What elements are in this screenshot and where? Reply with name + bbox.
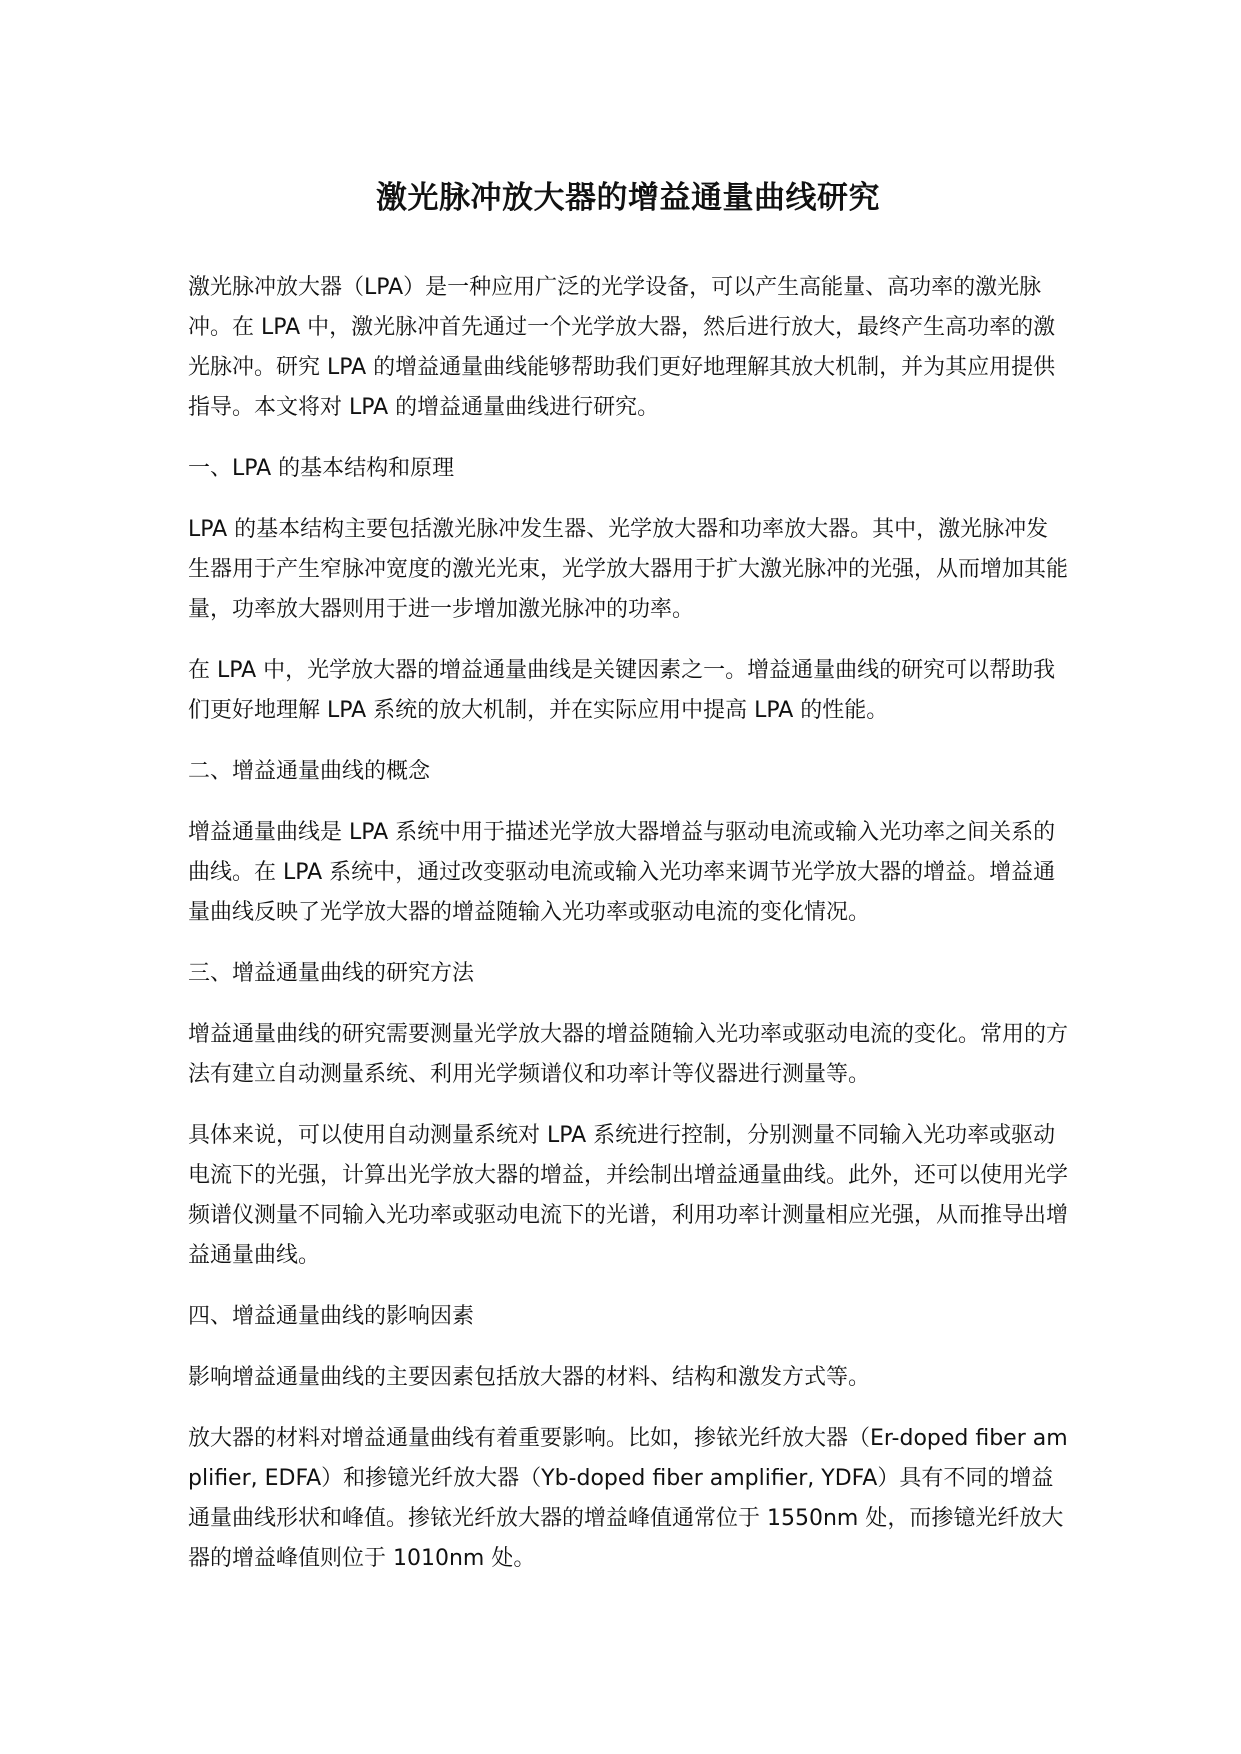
paragraph: 在 LPA 中，光学放大器的增益通量曲线是关键因素之一。增益通量曲线的研究可以帮助我们更好地理解 LPA 系统的放大机制，并在实际应用中提高 LPA 的性能。 [188,658,1056,723]
section-heading-1: 一、LPA 的基本结构和原理 [188,456,455,481]
document-title: 激光脉冲放大器的增益通量曲线研究 [376,180,880,216]
paragraph: LPA 的基本结构主要包括激光脉冲发生器、光学放大器和功率放大器。其中，激光脉冲发生器用于产生窄脉冲宽度的激光光束，光学放大器用于扩大激光脉冲的光强，从而增加其能量，功率放大器则用于进一步增加激光脉冲的功率。 [188,517,1069,622]
paragraph: 影响增益通量曲线的主要因素包括放大器的材料、结构和激发方式等。 [188,1365,871,1390]
section-heading-2: 二、增益通量曲线的概念 [188,759,431,784]
paragraph: 增益通量曲线是 LPA 系统中用于描述光学放大器增益与驱动电流或输入光功率之间关系的曲线。在 LPA 系统中，通过改变驱动电流或输入光功率来调节光学放大器的增益。增益通量曲线反映了光学放大器的增益随输入光功率或驱动电流的变化情况。 [188,820,1056,925]
document-page [188,176,1068,1600]
paragraph: 具体来说，可以使用自动测量系统对 LPA 系统进行控制，分别测量不同输入光功率或驱动电流下的光强，计算出光学放大器的增益，并绘制出增益通量曲线。此外，还可以使用光学频谱仪测量不同输入光功率或驱动电流下的光谱，利用功率计测量相应光强，从而推导出增益通量曲线。 [188,1123,1069,1268]
section-heading-3: 三、增益通量曲线的研究方法 [188,961,475,986]
paragraph: 放大器的材料对增益通量曲线有着重要影响。比如，掺铱光纤放大器（Er-doped fiber amplifier, EDFA）和掺镱光纤放大器（Yb-doped fiber amplifier, YDFA）具有不同的增益通量曲线形状和峰值。掺铱光纤放大器的增益峰值通常位于 1550nm 处，而掺镱光纤放大器的增益峰值则位于 1010nm 处。 [188,1426,1068,1571]
intro-paragraph: 激光脉冲放大器（LPA）是一种应用广泛的光学设备，可以产生高能量、高功率的激光脉冲。在 LPA 中，激光脉冲首先通过一个光学放大器，然后进行放大，最终产生高功率的激光脉冲。研究 LPA 的增益通量曲线能够帮助我们更好地理解其放大机制，并为其应用提供指导。本文将对 LPA 的增益通量曲线进行研究。 [188,275,1056,420]
section-heading-4: 四、增益通量曲线的影响因素 [188,1304,475,1329]
paragraph: 增益通量曲线的研究需要测量光学放大器的增益随输入光功率或驱动电流的变化。常用的方法有建立自动测量系统、利用光学频谱仪和功率计等仪器进行测量等。 [188,1022,1069,1087]
